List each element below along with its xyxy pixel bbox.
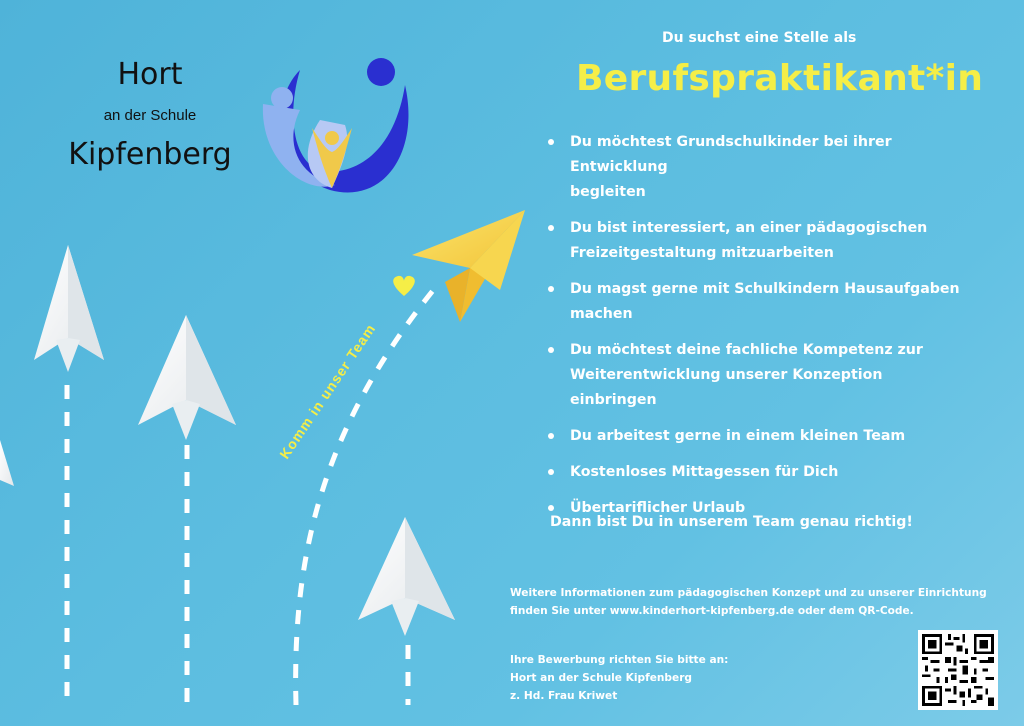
family-people-logo-icon: [263, 58, 409, 192]
bullet-icon: [548, 469, 554, 475]
bullet-icon: [548, 433, 554, 439]
brand-town: Kipfenberg: [68, 137, 232, 172]
list-item: Du möchtest deine fachliche Kompetenz zur Weiterentwicklung unserer Konzeption einbringen: [540, 338, 960, 413]
white-paper-plane-1: [34, 245, 104, 372]
bullet-icon: [548, 286, 554, 292]
bullet-icon: [548, 225, 554, 231]
qr-code-icon[interactable]: [918, 630, 998, 710]
list-item: Du arbeitest gerne in einem kleinen Team: [540, 424, 960, 449]
list-item: Übertariflicher Urlaub: [540, 496, 960, 521]
heart-icon: [393, 276, 415, 296]
yellow-paper-plane: [412, 210, 525, 322]
intro-text: Du suchst eine Stelle als: [662, 30, 857, 46]
bullet-icon: [548, 347, 554, 353]
list-item: Kostenloses Mittagessen für Dich: [540, 460, 960, 485]
white-paper-plane-3: [358, 517, 455, 636]
job-title: Berufspraktikant*in: [576, 58, 984, 99]
brand-block: [30, 55, 270, 177]
list-item: Du möchtest Grundschulkinder bei ihrer Entwicklung begleiten: [540, 130, 960, 205]
info-text: Weitere Informationen zum pädagogischen Konzept und zu unserer Einrichtung finden Sie unter www.kinderhort-kipfenberg.de oder dem QR-Code.: [510, 584, 1010, 620]
tagline-text: Komm in unser Team: [276, 320, 379, 462]
brand-subtitle: an der Schule: [103, 107, 197, 124]
website-link[interactable]: finden Sie unter www.kinderhort-kipfenberg.de oder dem QR-Code.: [510, 605, 914, 617]
closing-statement: Dann bist Du in unserem Team genau richtig!: [550, 514, 913, 530]
requirements-list: [540, 130, 960, 532]
dashed-trails: [67, 288, 435, 705]
white-paper-plane-2: [138, 315, 236, 440]
list-item: Du bist interessiert, an einer pädagogischen Freizeitgestaltung mitzuarbeiten: [540, 216, 960, 266]
list-item: Du magst gerne mit Schulkindern Hausaufgaben machen: [540, 277, 960, 327]
bullet-icon: [548, 505, 554, 511]
brand-title: Hort: [117, 57, 183, 92]
bullet-icon: [548, 139, 554, 145]
contact-address: Ihre Bewerbung richten Sie bitte an: Hort an der Schule Kipfenberg z. Hd. Frau Kriwet: [510, 654, 729, 702]
white-paper-plane-edge: [0, 440, 14, 486]
